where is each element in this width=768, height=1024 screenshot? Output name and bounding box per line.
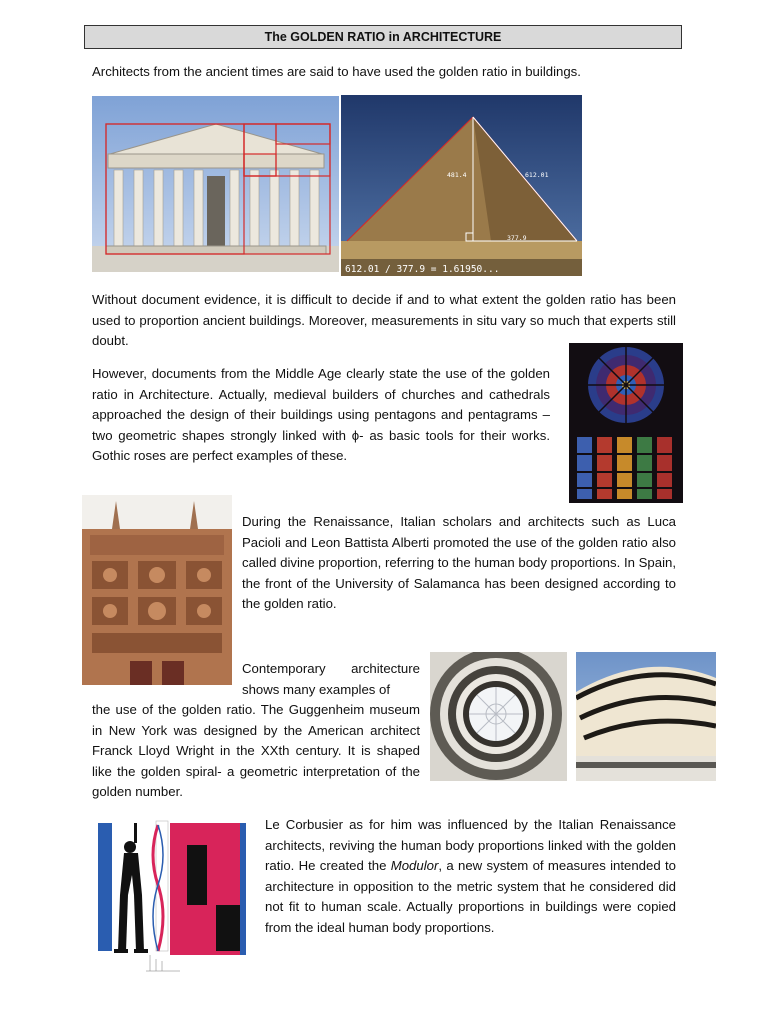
paragraph-middle-age: However, documents from the Middle Age clearly state the use of the golden ratio in Architecture. Actually, medieval builders of churches and cathedrals approached the design of their buildings using pentagons and pentagrams –two geometric shapes strongly linked with ϕ- as basic tools for their works. Gothic roses are perfect examples of these. (92, 366, 550, 464)
pyramid-label-c: 377.9 (507, 234, 527, 242)
paragraph-contemporary-start: Contemporary architecture shows many examples of (242, 661, 420, 697)
pyramid-label-b: 612.01 (525, 171, 549, 179)
page-title: The GOLDEN RATIO in ARCHITECTURE (84, 25, 682, 49)
pyramid-label-a: 481.4 (447, 171, 467, 179)
rose-window-image (563, 339, 689, 507)
corbusier-text-part2: , a new system of measures intended to architecture in opposition to the metric system that he considered did not fit to human scale. Actually proportions in buildings were copied from the ideal human body proportions. (265, 858, 676, 935)
pyramid-image (341, 95, 582, 276)
paragraph-le-corbusier (265, 815, 676, 939)
intro-text: Architects from the ancient times are said to have used the golden ratio in buildings. (92, 64, 581, 79)
paragraph-renaissance: During the Renaissance, Italian scholars and architects such as Luca Pacioli and Leon Battista Alberti promoted the use of the golden ratio also called divine proportion, referring to the human body proportions. In Spain, the front of the University of Salamanca has been designed according to the golden ratio. (242, 514, 676, 612)
paragraph-contemporary-continued: the use of the golden ratio. The Guggenheim museum in New York was designed by the American architect Franck Lloyd Wright in the XXth century. It is shaped like the golden spiral- a geometric interpretation of the golden number. (92, 702, 420, 800)
guggenheim-interior-image (430, 652, 567, 781)
pyramid-formula: 612.01 / 377.9 = 1.61950... (345, 264, 500, 275)
modulor-term: Modulor (390, 858, 439, 874)
corbusier-text-part1: Le Corbusier as for him was influenced by the Italian Renaissance architects, reviving the human body proportions linked with the golden ratio. He created the (265, 817, 676, 874)
modulor-image (90, 815, 252, 975)
salamanca-facade-image (82, 495, 232, 685)
paragraph-evidence: Without document evidence, it is difficult to decide if and to what extent the golden ratio has been used to proportion ancient buildings. Moreover, measurements in situ vary so much that experts still doubt. (92, 292, 676, 349)
parthenon-image (92, 96, 339, 272)
guggenheim-exterior-image (576, 652, 716, 781)
